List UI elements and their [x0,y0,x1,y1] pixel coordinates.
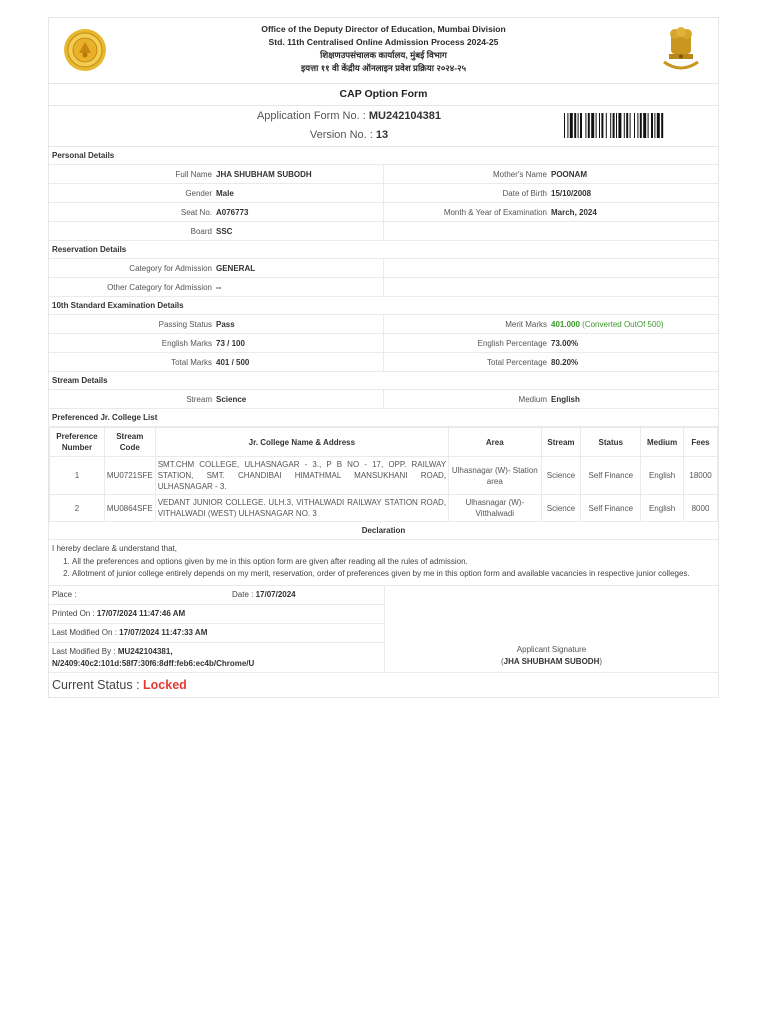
national-emblem-icon [658,24,704,76]
column-header: Stream [541,428,581,457]
printed-on-label: Printed On : [52,608,95,618]
table-cell: MU0721SFE [104,457,155,495]
applicant-signature [385,644,718,668]
table-cell: Science [541,495,581,522]
dob-label: Date of Birth [502,188,547,198]
merit-marks-note: (Converted OutOf 500) [582,319,664,329]
mother-name-value: POONAM [551,169,587,179]
merit-marks-value: 401.000 [551,319,580,329]
table-cell: Science [541,457,581,495]
table-cell: SMT.CHM COLLEGE, ULHASNAGAR - 3., P B NO - 17, OPP. RAILWAY STATION, SMT. CHANDIBAI HIMATHMAL MANSUKHANI ROAD, ULHASNAGAR - 3. [155,457,448,495]
header-line-3: शिक्षणउपसंचालक कार्यालय, मुंबई विभाग [320,50,447,60]
application-form-no-label: Application Form No. : [256,110,366,122]
total-marks-label: Total Marks [171,357,212,367]
last-modified-by-value: MU242104381, [117,646,173,656]
last-modified-by-label: Last Modified By : [52,646,116,656]
column-header: Stream Code [104,428,155,457]
merit-marks-label: Merit Marks [505,319,547,329]
date-field [232,586,296,604]
seat-no-value: A076773 [216,207,249,217]
form-header [49,18,718,84]
maharashtra-seal-icon [63,28,107,72]
table-row [50,457,718,495]
status-badge: Locked [143,677,187,692]
mother-name-label: Mother's Name [493,169,547,179]
header-line-1: Office of the Deputy Director of Education, Mumbai Division [261,24,506,34]
column-header: Status [581,428,641,457]
declaration-item: 2. Allotment of junior college entirely depends on my merit, reservation, order of preferences given by me in this option form and available vacancies in respective junior colleges. [72,568,715,581]
table-row [50,495,718,522]
cap-option-form [48,17,719,698]
passing-status-label: Passing Status [158,319,212,329]
declaration-item: 1. All the preferences and options given by me in this option form are given after reading all the rules of admission. [72,556,715,569]
version-no-value: 13 [375,129,389,141]
application-section [49,106,718,147]
other-category-label: Other Category for Admission [107,282,212,292]
printed-on-row [49,605,384,624]
signature-name-wrap: (JHA SHUBHAM SUBODH) [500,656,603,666]
seat-no-label: Seat No. [180,207,212,217]
full-name-value: JHA SHUBHAM SUBODH [216,169,312,179]
form-title: CAP Option Form [49,84,718,106]
column-header: Jr. College Name & Address [155,428,448,457]
category-label: Category for Admission [129,263,212,273]
status-label: Current Status : [52,677,140,692]
table-cell: MU0864SFE [104,495,155,522]
board-label: Board [190,226,212,236]
total-percentage-label: Total Percentage [486,357,547,367]
table-cell: 1 [50,457,105,495]
table-cell: 18000 [684,457,718,495]
other-category-value: -- [216,282,222,292]
stream-details-heading: Stream Details [49,372,718,390]
declaration-heading: Declaration [49,522,718,540]
gender-label: Gender [185,188,212,198]
table-cell: VEDANT JUNIOR COLLEGE. ULH.3, VITHALWADI RAILWAY STATION ROAD, VITHALWADI (WEST) ULHASNAGAR NO. 3 [155,495,448,522]
last-modified-by-row [49,643,384,672]
printed-on-value: 17/07/2024 11:47:46 AM [96,608,186,618]
table-cell: Ulhasnagar (W)- Vitthalwadi [449,495,541,522]
header-line-2: Std. 11th Centralised Online Admission Process 2024-25 [268,37,499,47]
application-form-no [199,110,499,122]
version-no [199,129,499,141]
version-no-label: Version No. : [309,129,373,141]
reservation-details-heading: Reservation Details [49,241,718,259]
stream-label: Stream [186,394,212,404]
college-table [49,427,718,522]
medium-label: Medium [518,394,547,404]
place-label: Place : [52,589,77,599]
table-cell: Self Finance [581,495,641,522]
footer-section [49,586,718,672]
table-cell: Ulhasnagar (W)- Station area [449,457,541,495]
exam-month-value: March, 2024 [551,207,597,217]
last-modified-value: 17/07/2024 11:47:33 AM [119,627,208,637]
board-value: SSC [216,226,233,236]
total-percentage-value: 80.20% [551,357,579,367]
declaration-body [49,540,718,586]
table-cell: Self Finance [581,457,641,495]
date-value: 17/07/2024 [255,589,296,599]
header-line-4: इयत्ता ११ वी केंद्रीय ऑनलाइन प्रवेश प्रक्रिया २०२४-२५ [300,63,467,73]
full-name-label: Full Name [175,169,212,179]
table-cell: 2 [50,495,105,522]
passing-status-value: Pass [216,319,235,329]
personal-details-heading: Personal Details [49,147,718,165]
table-cell: English [641,457,684,495]
current-status [49,672,718,697]
college-table-header-row [50,428,718,457]
declaration-intro: I hereby declare & understand that, [52,544,177,553]
table-cell: English [641,495,684,522]
last-modified-row [49,624,384,643]
application-form-no-value: MU242104381 [368,110,442,122]
total-marks-value: 401 / 500 [216,357,250,367]
column-header: Preference Number [50,428,105,457]
column-header: Fees [684,428,718,457]
college-list-heading: Preferenced Jr. College List [49,409,718,427]
english-percentage-label: English Percentage [477,338,547,348]
dob-value: 15/10/2008 [551,188,592,198]
barcode-icon [564,113,704,138]
stream-value: Science [216,394,247,404]
column-header: Area [449,428,541,457]
last-modified-by-detail: N/2409:40c2:101d:58f7:30f6:8dff:feb6:ec4b/Chrome/U [52,658,255,668]
english-percentage-value: 73.00% [551,338,579,348]
last-modified-label: Last Modified On : [52,627,117,637]
signature-label: Applicant Signature [516,644,587,654]
signature-name: JHA SHUBHAM SUBODH [503,656,600,666]
table-cell: 8000 [684,495,718,522]
english-marks-label: English Marks [161,338,212,348]
medium-value: English [551,394,580,404]
place-date-row [49,586,384,605]
exam-month-label: Month & Year of Examination [443,207,547,217]
english-marks-value: 73 / 100 [216,338,245,348]
category-value: GENERAL [216,263,256,273]
exam-details-heading: 10th Standard Examination Details [49,297,718,315]
column-header: Medium [641,428,684,457]
gender-value: Male [216,188,234,198]
date-label: Date : [232,589,254,599]
